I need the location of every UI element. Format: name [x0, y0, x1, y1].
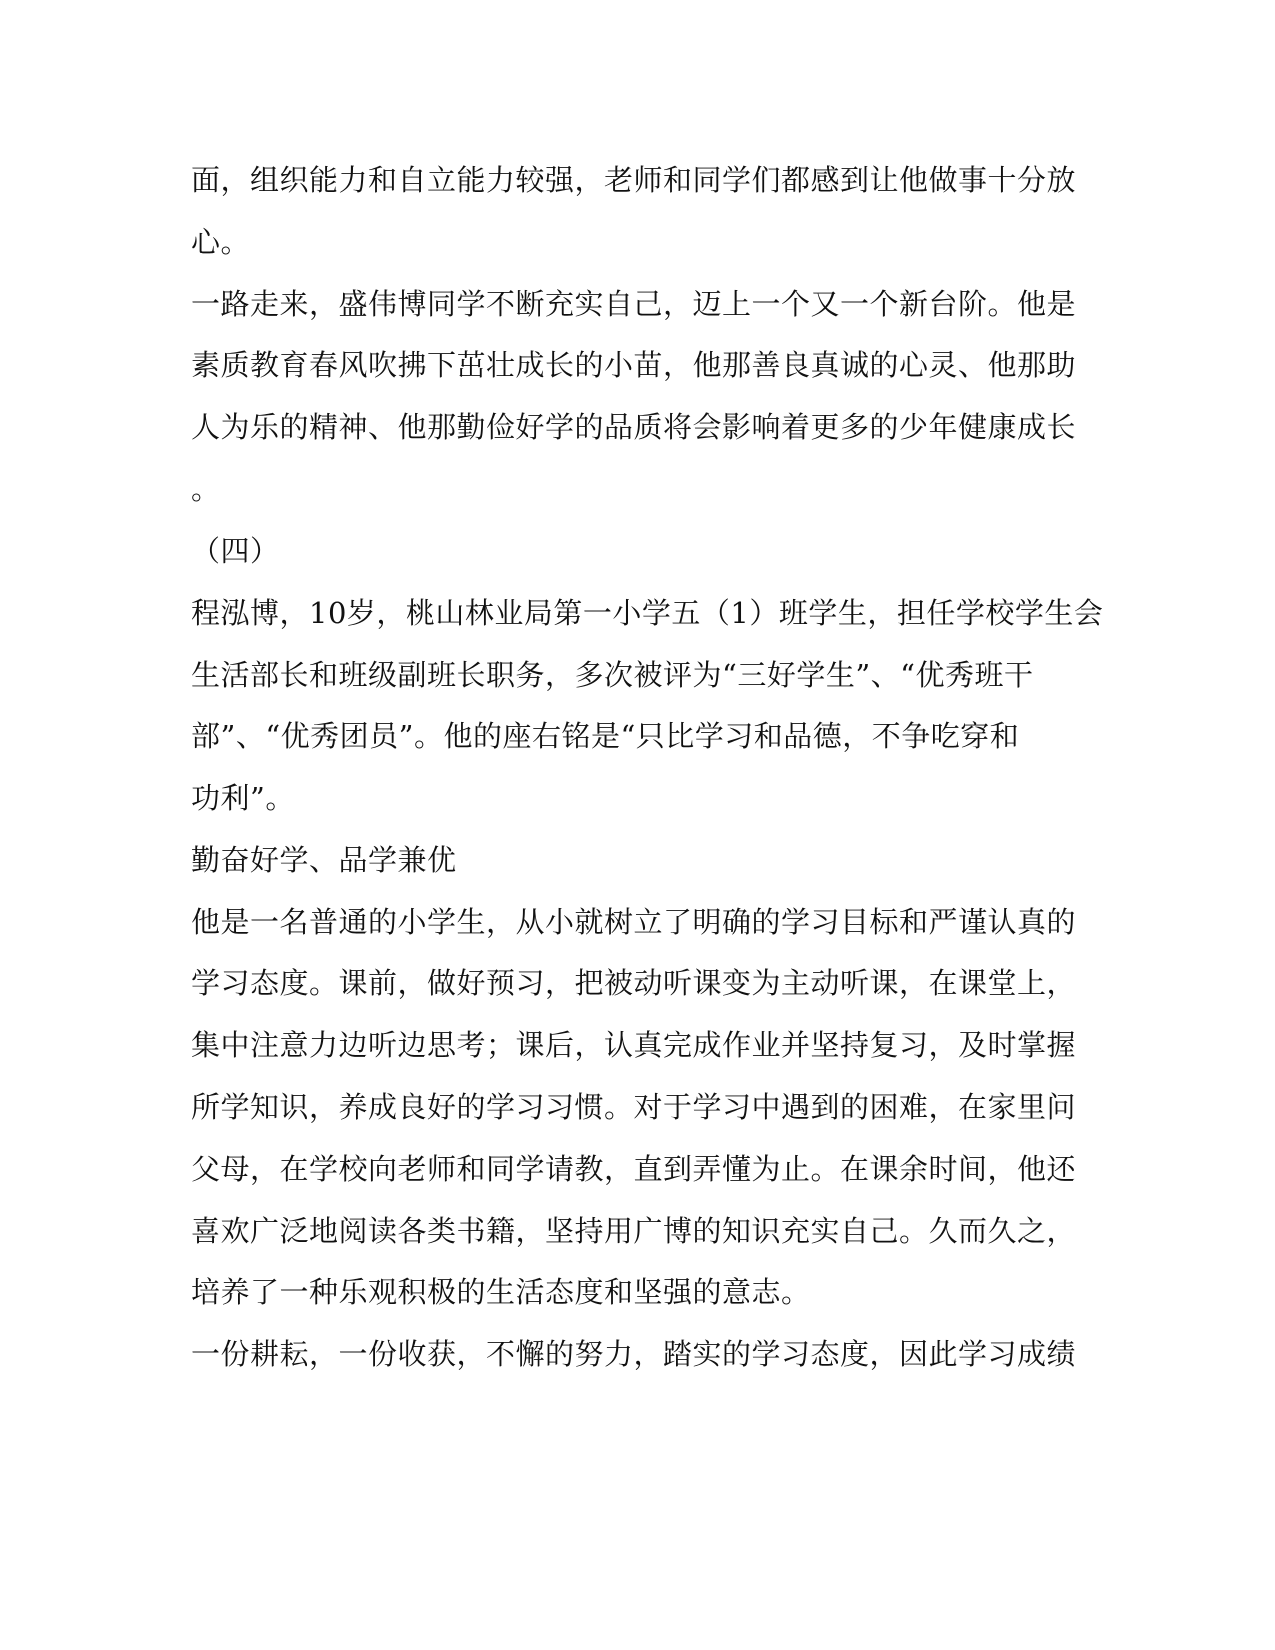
- text-line: 程泓博，10岁，桃山林业局第一小学五（1）班学生，担任学校学生会: [191, 596, 1104, 630]
- text-line: 面，组织能力和自立能力较强，老师和同学们都感到让他做事十分放: [191, 163, 1077, 197]
- text-line: 心。: [191, 225, 251, 259]
- text-line: 。: [191, 472, 221, 506]
- text-line: 部”、“优秀团员”。他的座右铭是“只比学习和品德，不争吃穿和: [191, 719, 1020, 753]
- text-line: 喜欢广泛地阅读各类书籍，坚持用广博的知识充实自己。久而久之，: [191, 1214, 1077, 1248]
- section-heading: （四）: [191, 534, 280, 568]
- text-line: 父母，在学校向老师和同学请教，直到弄懂为止。在课余时间，他还: [191, 1152, 1077, 1186]
- text-line: 集中注意力边听边思考；课后，认真完成作业并坚持复习，及时掌握: [191, 1028, 1077, 1062]
- text-line: 培养了一种乐观积极的生活态度和坚强的意志。: [191, 1275, 811, 1309]
- text-line: 人为乐的精神、他那勤俭好学的品质将会影响着更多的少年健康成长: [191, 410, 1077, 444]
- text-line: 生活部长和班级副班长职务，多次被评为“三好学生”、“优秀班干: [191, 658, 1034, 692]
- text-line: 一份耕耘，一份收获，不懈的努力，踏实的学习态度，因此学习成绩: [191, 1337, 1077, 1371]
- text-line: 他是一名普通的小学生，从小就树立了明确的学习目标和严谨认真的: [191, 905, 1077, 939]
- text-line: 功利”。: [191, 781, 295, 815]
- text-line: 学习态度。课前，做好预习，把被动听课变为主动听课，在课堂上，: [191, 966, 1077, 1000]
- text-line: 素质教育春风吹拂下茁壮成长的小苗，他那善良真诚的心灵、他那助: [191, 348, 1077, 382]
- text-line: 一路走来，盛伟博同学不断充实自己，迈上一个又一个新台阶。他是: [191, 287, 1077, 321]
- subheading: 勤奋好学、品学兼优: [191, 843, 457, 877]
- text-line: 所学知识，养成良好的学习习惯。对于学习中遇到的困难，在家里问: [191, 1090, 1077, 1124]
